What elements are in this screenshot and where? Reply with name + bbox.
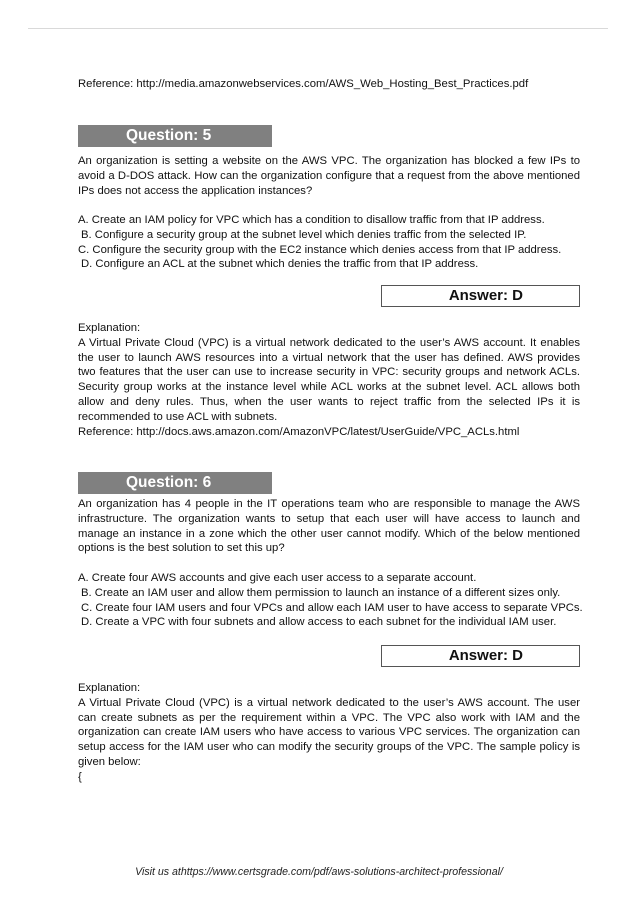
q6-option-d: D. Create a VPC with four subnets and allow access to each subnet for the individual IAM user. (81, 616, 557, 629)
q5-option-c: C. Configure the security group with the EC2 instance which denies access from that IP address. (78, 243, 562, 256)
question-5-text: An organization is setting a website on the AWS VPC. The organization has blocked a few IPs to avoid a D-DOS attack. How can the organization configure that a request from the above mentioned IPs does not access the application instances? (78, 155, 580, 197)
header-rule (28, 28, 608, 29)
q6-option-a: A. Create four AWS accounts and give each user access to a separate account. (78, 572, 477, 584)
reference-link-top: Reference: http://media.amazonwebservices.com/AWS_Web_Hosting_Best_Practices.pdf (78, 78, 529, 90)
q6-open-brace: { (78, 770, 82, 783)
q5-option-a: A. Create an IAM policy for VPC which has a condition to disallow traffic from that IP address. (78, 214, 545, 226)
q6-explanation-label: Explanation: (78, 682, 141, 694)
question-5-options (78, 213, 580, 272)
question-6-heading: Question: 6 (78, 472, 272, 494)
question-5-heading: Question: 5 (78, 125, 272, 147)
q5-explanation-label: Explanation: (78, 322, 141, 334)
q5-explanation-text: A Virtual Private Cloud (VPC) is a virtual network dedicated to the user’s AWS account. It enables the user to launch AWS resources into a virtual network that the user has defined. AWS provides two features that the user can use to increase security in VPC: security groups and network ACLs. Security group works at the instance level while ACL works at the subnet level. ACL allows both allow and deny rules. Thus, when the user wants to reject traffic from the selected IPs it is recommended to use ACL with subnets. (78, 336, 580, 423)
q5-reference-link: Reference: http://docs.aws.amazon.com/AmazonVPC/latest/UserGuide/VPC_ACLs.html (78, 425, 520, 438)
question-6-options (78, 571, 583, 630)
q6-explanation-text: A Virtual Private Cloud (VPC) is a virtual network dedicated to the user’s AWS account. The user can create subnets as per the requirement within a VPC. The VPC also work with IAM and the organization can create IAM users who have access to various VPC services. The organization can setup access for the IAM user who can modify the security groups of the VPC. The sample policy is given below: (78, 696, 580, 768)
q6-answer-box: Answer: D (381, 645, 580, 667)
q6-option-b: B. Create an IAM user and allow them permission to launch an instance of a different sizes only. (81, 586, 561, 599)
q5-option-b: B. Configure a security group at the subnet level which denies traffic from the selected IP. (81, 228, 527, 241)
q6-explanation-block (78, 681, 580, 785)
question-6-text-block (78, 497, 580, 556)
question-5-text-block (78, 154, 580, 198)
question-6-text: An organization has 4 people in the IT operations team who are responsible to manage the AWS infrastructure. The organization wants to setup that each user will have access to launch and manage an instance in a zone which the other user cannot modify. Which of the below mentioned options is the best solution to set this up? (78, 498, 580, 555)
footer-visit-link[interactable]: Visit us athttps://www.certsgrade.com/pdf/aws-solutions-architect-professional/ (135, 866, 503, 878)
q5-explanation-block (78, 321, 580, 439)
q6-option-c: C. Create four IAM users and four VPCs and allow each IAM user to have access to separate VPCs. (81, 601, 583, 614)
q5-option-d: D. Configure an ACL at the subnet which denies the traffic from that IP address. (81, 258, 479, 271)
q5-answer-box: Answer: D (381, 285, 580, 307)
